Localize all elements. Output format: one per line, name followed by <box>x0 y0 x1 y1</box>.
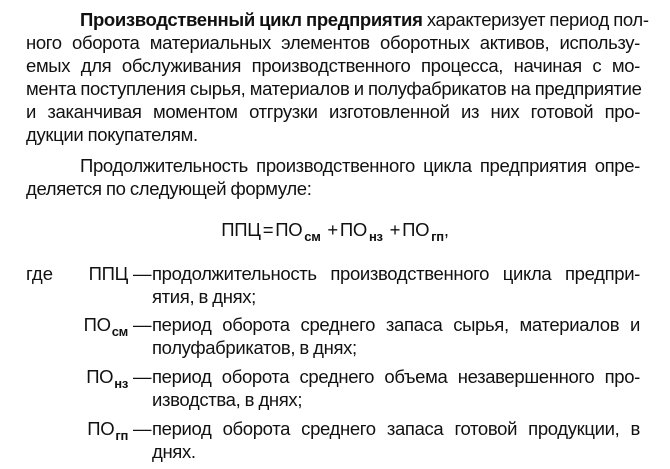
formula-comma: , <box>443 219 449 240</box>
legend-item <box>0 365 670 411</box>
legend-symbol <box>84 313 128 338</box>
legend-item <box>0 313 670 359</box>
term-production-cycle: Производственный цикл предприятия <box>80 9 423 30</box>
legend-definition <box>152 365 640 411</box>
paragraph-text: характеризует период пол- <box>422 9 649 30</box>
legend-definition-line: ятия, в днях; <box>152 286 256 307</box>
legend-symbol <box>89 262 128 285</box>
formula-plus: + <box>389 219 401 240</box>
legend-definition-line: продолжительность производственного цикла предпри- <box>152 263 640 284</box>
legend-definition <box>152 417 640 463</box>
legend-definition <box>152 313 640 359</box>
paragraph-production-cycle-definition <box>26 8 649 146</box>
legend-item <box>0 417 670 463</box>
paragraph-line: и заканчивая моментом отгрузки изготовленной из них готовой про- <box>26 101 640 122</box>
legend-definition-line: изводства, в днях; <box>152 389 303 410</box>
legend-symbol <box>87 417 128 442</box>
legend-definition-line: период оборота среднего запаса сырья, материалов и <box>152 314 640 335</box>
legend-symbol-subscript: см <box>111 324 128 339</box>
formula-subscript: см <box>304 229 321 244</box>
formula-term: ПО <box>275 219 303 240</box>
formula-lhs: ППЦ <box>221 219 261 240</box>
formula-subscript: гп <box>431 229 444 244</box>
legend-definition-line: полуфабрикатов, в днях; <box>152 337 357 358</box>
legend-where-label: где <box>26 263 54 284</box>
legend-dash: — <box>133 263 152 284</box>
formula-equals: = <box>262 219 274 240</box>
legend-definition-line: период оборота среднего объема незавершенного про- <box>152 366 640 387</box>
legend-definition-line: период оборота среднего запаса готовой продукции, в <box>152 418 640 439</box>
paragraph-line: дукции покупателям. <box>26 124 198 145</box>
legend-symbol-subscript: гп <box>115 428 128 443</box>
formula-legend <box>0 262 670 469</box>
legend-symbol-text: ППЦ <box>88 263 128 284</box>
legend-symbol-subscript: нз <box>114 376 128 391</box>
legend-symbol-text: ПО <box>83 314 111 335</box>
paragraph-line: Продолжительность производственного цикла предприятия опре- <box>80 155 640 176</box>
paragraph-line: емых для обслуживания производственного процесса, начиная с мо- <box>26 55 640 76</box>
legend-symbol-text: ПО <box>86 366 114 387</box>
formula-subscript: нз <box>369 229 383 244</box>
legend-item <box>0 262 670 308</box>
formula-term: ПО <box>402 219 430 240</box>
legend-dash: — <box>133 366 152 387</box>
legend-symbol <box>86 365 128 390</box>
paragraph-line: деляется по следующей формуле: <box>26 178 312 199</box>
legend-definition <box>152 262 640 308</box>
paragraph-formula-intro <box>26 154 640 200</box>
formula-plus: + <box>327 219 338 240</box>
production-cycle-formula <box>0 218 670 243</box>
legend-dash: — <box>133 314 152 335</box>
paragraph-line <box>26 8 649 31</box>
legend-dash: — <box>133 418 152 439</box>
paragraph-line: мента поступления сырья, материалов и полуфабрикатов на предприятие <box>26 78 642 99</box>
formula-term: ПО <box>339 219 367 240</box>
paragraph-line: ного оборота материальных элементов оборотных активов, использу- <box>26 32 640 53</box>
legend-definition-line: днях. <box>152 441 196 462</box>
legend-symbol-text: ПО <box>87 418 115 439</box>
